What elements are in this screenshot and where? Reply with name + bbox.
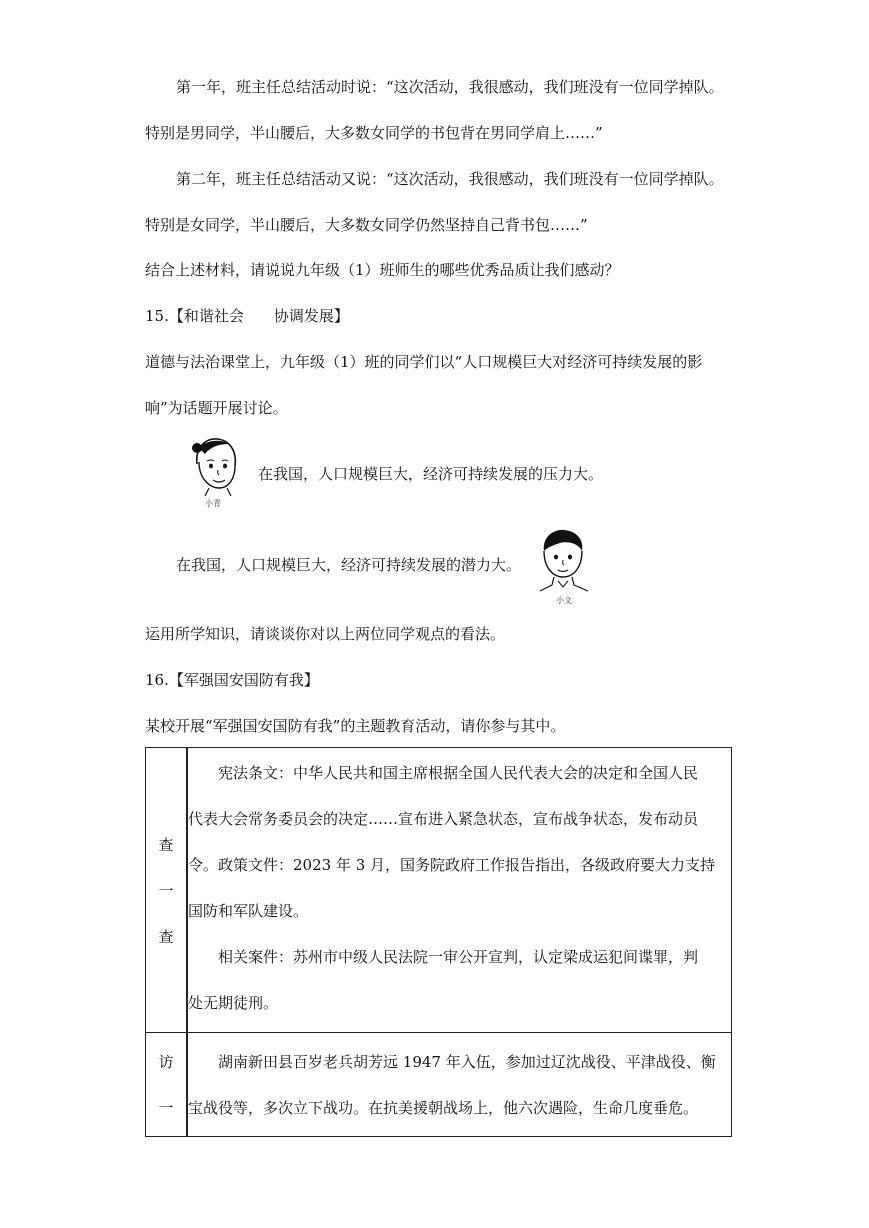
paragraph-1-line-2: 特别是男同学，半山腰后，大多数女同学的书包背在男同学肩上……” [145,124,603,142]
row-check-text-line: 宪法条文：中华人民共和国主席根据全国人民代表大会的决定和全国人民 [188,764,699,782]
paragraph-2-line-2: 特别是女同学，半山腰后，大多数女同学仍然坚持自己背书包……” [145,216,588,234]
question-16-intro: 某校开展“军强国安国防有我”的主题教育活动，请你参与其中。 [145,717,566,735]
table-row-visit [146,1033,732,1137]
question-14-prompt: 结合上述材料，请说说九年级（1）班师生的哪些优秀品质让我们感动？ [145,261,620,279]
question-15-intro-line-1: 道德与法治课堂上，九年级（1）班的同学们以“人口规模巨大对经济可持续发展的影 [145,353,703,371]
row-visit-label-char: 一 [158,1099,174,1117]
row-check-text-line: 处无期徒刑。 [188,994,279,1012]
question-15-prompt: 运用所学知识，请谈谈你对以上两位同学观点的看法。 [145,625,506,643]
question-15-heading: 15.【和谐社会 协调发展】 [145,307,349,325]
question-16-heading: 16.【军强国安国防有我】 [145,671,319,689]
boy-avatar-illustration [532,527,594,607]
girl-face-icon [185,436,245,496]
question-15-intro-line-2: 响”为话题开展讨论。 [145,399,288,417]
row-check-text-line: 代表大会常务委员会的决定……宣布进入紧急状态，宣布战争状态，发布动员 [188,810,699,828]
row-visit-text-line: 湖南新田县百岁老兵胡芳远 1947 年入伍，参加过辽沈战役、平津战役、衡 [188,1053,716,1071]
row-check-label-char: 查 [158,836,174,854]
row-check-text-line: 国防和军队建设。 [188,902,309,920]
row-visit-content-cell [187,1033,732,1137]
row-check-label-char: 一 [158,882,174,900]
boy-name-label: 小文 [556,596,572,605]
row-check-text-line: 令。政策文件：2023 年 3 月，国务院政府工作报告指出，各级政府要大力支持 [188,856,716,874]
boy-face-icon [532,527,594,593]
row-visit-label-cell [146,1033,188,1137]
row-check-label-char: 查 [158,928,174,946]
row-visit-text-line: 宝战役等，多次立下战功。在抗美援朝战场上，他六次遇险，生命几度垂危。 [188,1099,699,1117]
paragraph-1-line-1: 第一年，班主任总结活动时说：“这次活动，我很感动，我们班没有一位同学掉队。 [176,78,724,96]
paragraph-2-line-1: 第二年，班主任总结活动又说：“这次活动，我很感动，我们班没有一位同学掉队。 [176,170,724,188]
girl-quote: 在我国，人口规模巨大，经济可持续发展的压力大。 [258,465,604,483]
girl-name-label: 小青 [205,499,221,508]
row-visit-label-char: 访 [158,1053,174,1071]
boy-quote: 在我国，人口规模巨大，经济可持续发展的潜力大。 [176,556,522,574]
girl-avatar-illustration [185,436,245,508]
row-check-text-line: 相关案件：苏州市中级人民法院一审公开宣判，认定梁成运犯间谍罪，判 [188,948,699,966]
row-check-content-cell [187,748,732,1033]
table-row-check [146,748,732,1033]
activity-table [145,747,732,1137]
row-check-label-cell [146,748,188,1033]
